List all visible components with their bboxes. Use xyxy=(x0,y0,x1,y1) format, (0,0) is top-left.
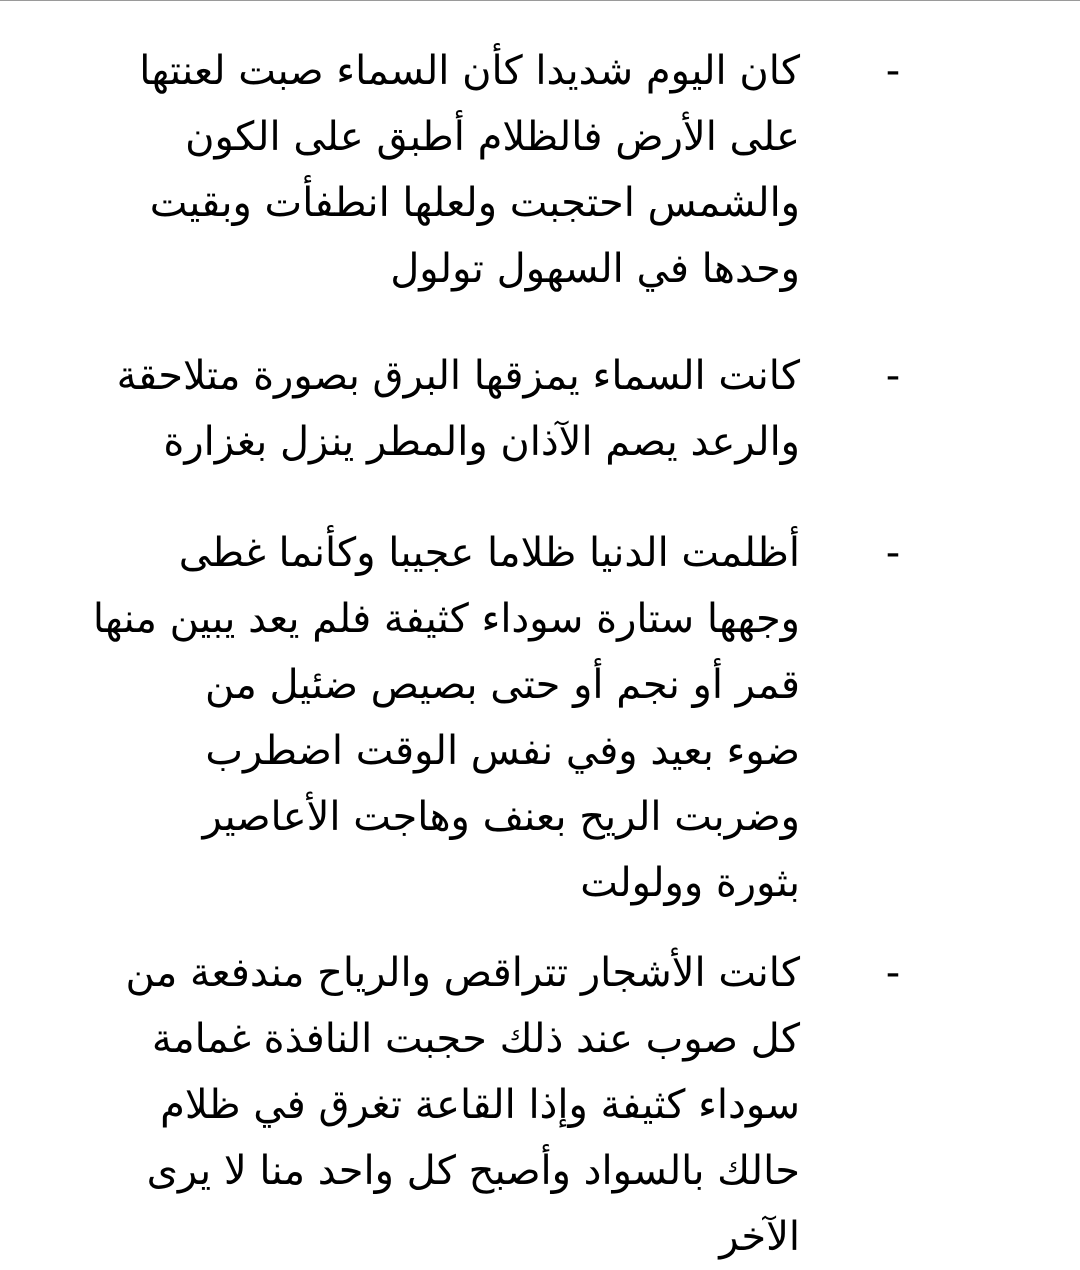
text-line: سوداء كثيفة وإذا القاعة تغرق في ظلام xyxy=(160,1082,800,1128)
text-line: كانت الأشجار تتراقص والرياح مندفعة من xyxy=(125,950,800,996)
bullet-dash: - xyxy=(885,950,901,996)
bullet-dash: - xyxy=(885,530,901,576)
text-line: الآخر xyxy=(719,1214,800,1260)
paragraph-2 xyxy=(80,343,800,475)
paragraph-1 xyxy=(80,38,800,302)
text-line: أظلمت الدنيا ظلاما عجيبا وكأنما غطى xyxy=(178,530,800,576)
paragraph-4 xyxy=(80,940,800,1270)
text-line: حالك بالسواد وأصبح كل واحد منا لا يرى xyxy=(146,1148,800,1194)
text-line: كل صوب عند ذلك حجبت النافذة غمامة xyxy=(151,1016,800,1062)
text-line: كانت السماء يمزقها البرق بصورة متلاحقة xyxy=(116,353,800,399)
text-line: كان اليوم شديدا كأن السماء صبت لعنتها xyxy=(139,48,800,94)
top-divider xyxy=(0,0,1080,1)
text-line: بثورة وولولت xyxy=(580,860,800,906)
text-line: ضوء بعيد وفي نفس الوقت اضطرب xyxy=(205,728,800,774)
text-line: على الأرض فالظلام أطبق على الكون xyxy=(185,114,800,160)
paragraph-3 xyxy=(80,520,800,916)
text-line: وحدها في السهول تولول xyxy=(390,246,800,292)
text-line: قمر أو نجم أو حتى بصيص ضئيل من xyxy=(204,662,800,708)
text-line: وضربت الريح بعنف وهاجت الأعاصير xyxy=(202,794,800,840)
text-line: وجهها ستارة سوداء كثيفة فلم يعد يبين منها xyxy=(92,596,800,642)
text-line: والشمس احتجبت ولعلها انطفأت وبقيت xyxy=(149,180,800,226)
bullet-dash: - xyxy=(885,353,901,399)
bullet-dash: - xyxy=(885,48,901,94)
text-line: والرعد يصم الآذان والمطر ينزل بغزارة xyxy=(163,419,800,465)
